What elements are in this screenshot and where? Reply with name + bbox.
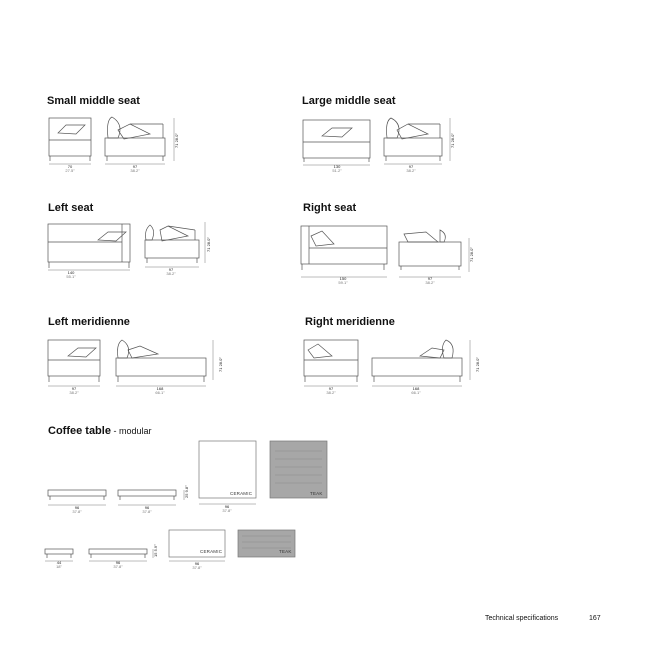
coffee-table-title: Coffee table — [48, 425, 111, 437]
large-middle-side-depth: 97 38.2" — [406, 164, 416, 173]
coffee-row1-a-width: 96 37.8" — [72, 505, 82, 514]
right-meridienne-front-width: 97 38.2" — [326, 386, 336, 395]
right-seat-side-depth: 97 38.2" — [425, 276, 435, 285]
title-right-seat: Right seat — [303, 202, 357, 214]
coffee-row2-plan-width: 96 37.8" — [192, 561, 202, 570]
right-seat-front-width: 150 59.1" — [338, 276, 348, 285]
large-middle-height: 71 28.0" — [450, 133, 455, 148]
ceramic-label-row2: CERAMIC — [200, 549, 223, 554]
small-middle-side-depth: 97 38.2" — [130, 164, 140, 173]
teak-label-row1: TEAK — [310, 491, 323, 496]
coffee-row1-plan-width: 96 37.8" — [222, 504, 232, 513]
right-meridienne-side-depth: 168 66.1" — [411, 386, 421, 395]
left-seat-height: 71 28.0" — [206, 237, 211, 252]
title-large-middle-seat: Large middle seat — [302, 95, 396, 107]
title-small-middle-seat: Small middle seat — [47, 95, 140, 107]
title-left-seat: Left seat — [48, 202, 94, 214]
coffee-row2-height: 15 5.9" — [153, 544, 158, 557]
page-number: 167 — [589, 615, 601, 622]
large-middle-front-width: 130 51.2" — [332, 164, 342, 173]
footer-label: Technical specifications — [485, 615, 559, 622]
coffee-row1-height: 25 9.8" — [184, 485, 189, 498]
title-right-meridienne: Right meridienne — [305, 316, 395, 328]
right-seat-height: 71 28.0" — [469, 247, 474, 262]
left-meridienne-front-width: 97 38.2" — [69, 386, 79, 395]
coffee-row2-a-width: 44 18" — [56, 560, 62, 569]
title-left-meridienne: Left meridienne — [48, 316, 130, 328]
small-middle-height: 71 28.0" — [174, 133, 179, 148]
right-meridienne-height: 71 28.0" — [475, 357, 480, 372]
coffee-row2-b-width: 96 37.8" — [113, 560, 123, 569]
ceramic-label-row1: CERAMIC — [230, 491, 253, 496]
coffee-row1-b-width: 96 37.8" — [142, 505, 152, 514]
left-seat-front-width: 140 55.1" — [66, 270, 76, 279]
teak-label-row2: TEAK — [279, 549, 292, 554]
left-seat-side-depth: 97 38.2" — [166, 267, 176, 276]
left-meridienne-side-depth: 168 66.1" — [155, 386, 165, 395]
left-meridienne-height: 71 28.0" — [218, 357, 223, 372]
coffee-table-subtitle: - modular — [110, 426, 152, 436]
small-middle-front-width: 70 27.5" — [65, 164, 75, 173]
